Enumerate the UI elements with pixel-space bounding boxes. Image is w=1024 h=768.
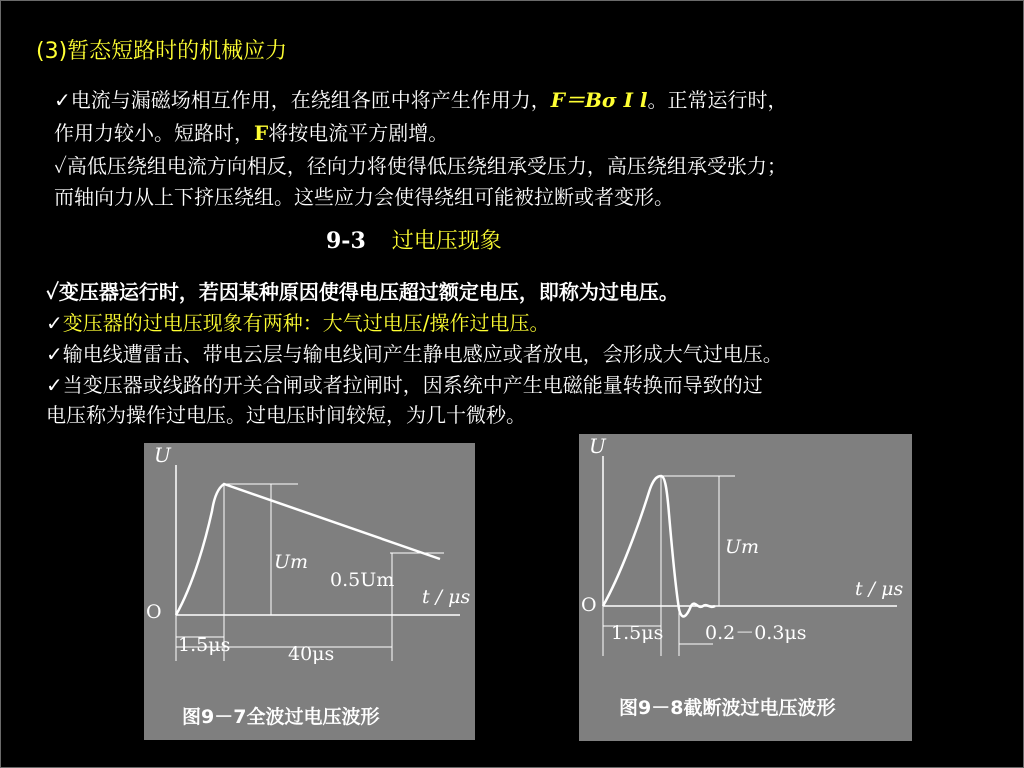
paragraph-force-line2: [54, 117, 448, 146]
um-label: Um: [725, 536, 760, 558]
check-icon: ✓: [46, 280, 59, 304]
figure-caption: 图9－8截断波过电压波形: [619, 697, 836, 719]
cut-time-label: 0.2－0.3μs: [705, 622, 807, 644]
section-title: (3)暂态短路时的机械应力: [36, 39, 288, 64]
total-time-label: 40μs: [288, 643, 335, 665]
bullet-text: 输电线遭雷击、带电云层与输电线间产生静电感应或者放电，会形成大气过电压。: [62, 342, 783, 366]
paragraph-stress-line2: 而轴向力从上下挤压绕组。这些应力会使得绕组可能被拉断或者变形。: [54, 185, 674, 209]
bullet-text: 变压器的过电压现象有两种：大气过电压/操作过电压。: [62, 311, 550, 335]
paragraph-stress: [54, 150, 787, 179]
origin-label: O: [581, 594, 597, 616]
p1-line2-b: 将按电流平方剧增。: [268, 121, 449, 145]
check-icon: ✓: [46, 373, 63, 397]
bullet-switching-line2: 电压称为操作过电压。过电压时间较短，为几十微秒。: [46, 403, 526, 427]
um-label: Um: [274, 551, 309, 573]
check-icon: ✓: [46, 342, 63, 366]
heading-title: 过电压现象: [391, 229, 502, 254]
bullet-atmospheric: [46, 338, 783, 367]
p1-text-a: 电流与漏磁场相互作用，在绕组各匝中将产生作用力，: [70, 88, 551, 112]
check-icon: ✓: [54, 154, 67, 178]
x-axis-label: t / μs: [422, 586, 471, 608]
bullet-types: [46, 307, 550, 336]
force-formula: F＝Bσ I l: [550, 88, 648, 112]
figure-caption: 图9－7全波过电压波形: [182, 706, 380, 728]
full-wave-curve: [176, 484, 440, 615]
bullet-text: 变压器运行时，若因某种原因使得电压超过额定电压，即称为过电压。: [58, 280, 679, 304]
figure-full-wave: [144, 443, 475, 740]
check-icon: ✓: [46, 311, 63, 335]
figure-chopped-wave: [579, 434, 912, 741]
p1-text-b: 。正常运行时，: [647, 88, 788, 112]
origin-label: O: [146, 601, 162, 623]
half-um-label: 0.5Um: [330, 569, 395, 591]
bullet-definition: [46, 276, 679, 305]
p1-line2-a: 作用力较小。短路时，: [54, 121, 254, 145]
section-heading: [326, 224, 502, 255]
bullet-switching: [46, 369, 763, 398]
p2-line1: 高低压绕组电流方向相反，径向力将使得低压绕组承受压力，高压绕组承受张力；: [66, 154, 787, 178]
x-axis-label: t / μs: [855, 578, 904, 600]
y-axis-label: U: [589, 434, 606, 458]
bullet-text: 当变压器或线路的开关合闸或者拉闸时，因系统中产生电磁能量转换而导致的过: [62, 373, 763, 397]
rise-time-label: 1.5μs: [178, 634, 231, 656]
heading-number: 9-3: [326, 228, 366, 254]
force-symbol: F: [254, 121, 269, 145]
chopped-wave-curve: [603, 476, 715, 616]
check-icon: ✓: [54, 88, 71, 112]
y-axis-label: U: [154, 443, 171, 467]
rise-time-label: 1.5μs: [611, 622, 664, 644]
paragraph-force: [54, 84, 788, 113]
